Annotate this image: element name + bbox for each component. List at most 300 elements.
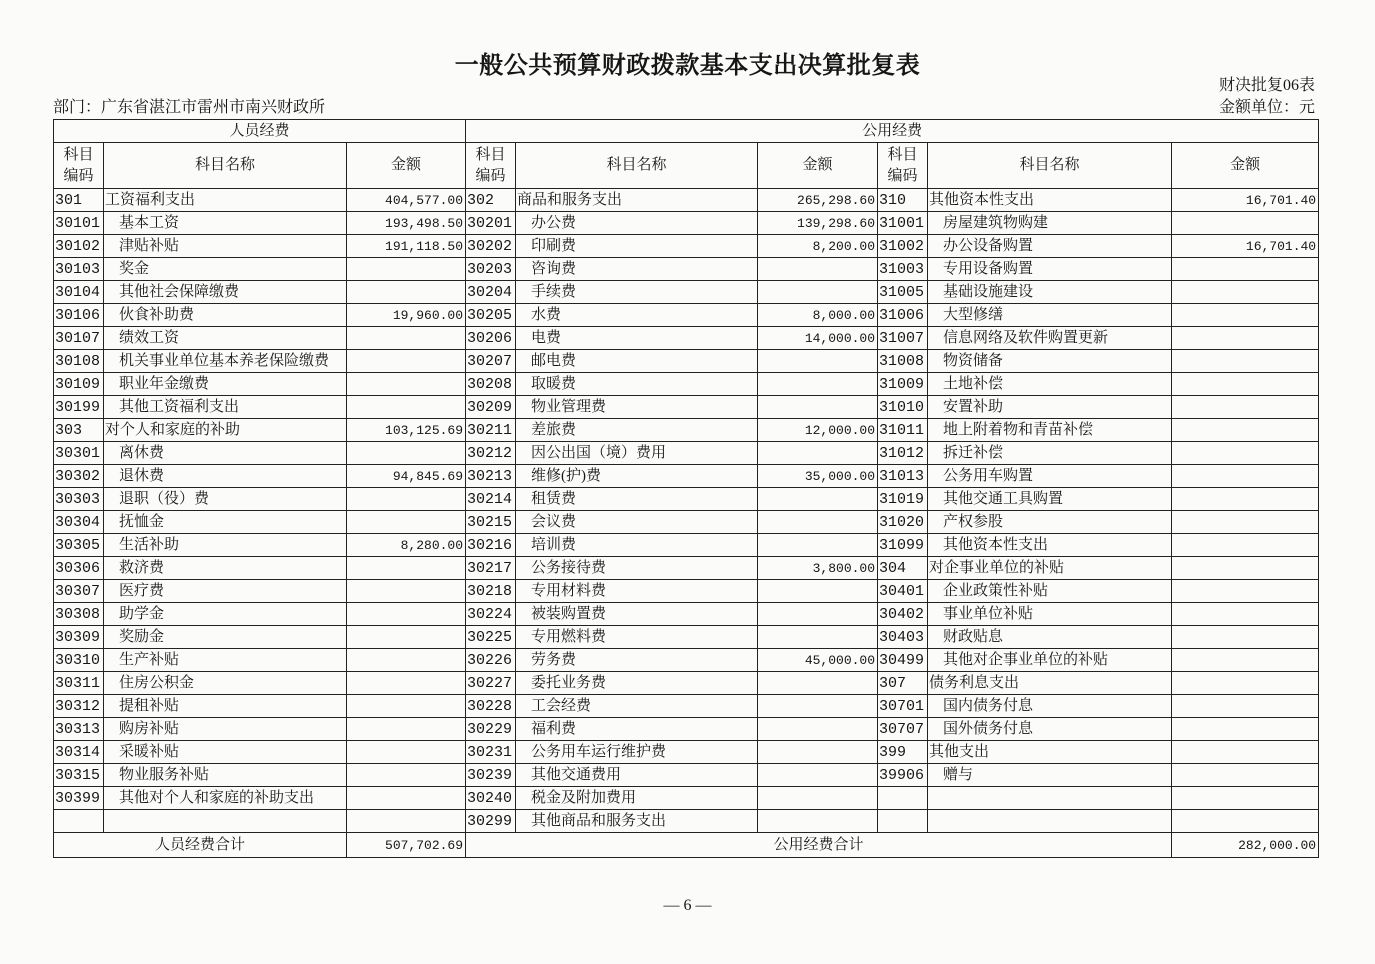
goods-amount-cell [758, 488, 878, 511]
capital-name-cell: 信息网络及软件购置更新 [928, 327, 1172, 350]
capital-name-cell: 基础设施建设 [928, 281, 1172, 304]
personnel-code-cell: 30303 [54, 488, 104, 511]
capital-amount-cell [1172, 534, 1319, 557]
personnel-total-label: 人员经费合计 [54, 833, 347, 858]
capital-code-cell [878, 810, 928, 833]
personnel-amount-cell: 19,960.00 [347, 304, 466, 327]
goods-code-cell: 30240 [466, 787, 516, 810]
capital-amount-cell [1172, 626, 1319, 649]
personnel-code-header: 科目 编码 [54, 143, 104, 189]
capital-amount-cell [1172, 695, 1319, 718]
table-row [54, 603, 1319, 626]
table-row [54, 511, 1319, 534]
capital-name-cell: 办公设备购置 [928, 235, 1172, 258]
group-header-row [54, 120, 1319, 143]
capital-code-cell: 31020 [878, 511, 928, 534]
personnel-code-cell: 30315 [54, 764, 104, 787]
personnel-code-cell: 30104 [54, 281, 104, 304]
goods-name-cell: 租赁费 [516, 488, 758, 511]
capital-amount-cell [1172, 304, 1319, 327]
personnel-name-cell: 购房补贴 [104, 718, 347, 741]
goods-amount-cell [758, 603, 878, 626]
goods-name-cell: 工会经费 [516, 695, 758, 718]
capital-code-cell: 30403 [878, 626, 928, 649]
capital-amount-cell [1172, 810, 1319, 833]
personnel-amount-cell [347, 626, 466, 649]
table-row [54, 189, 1319, 212]
table-row [54, 442, 1319, 465]
capital-amount-cell: 16,701.40 [1172, 235, 1319, 258]
personnel-code-cell: 30101 [54, 212, 104, 235]
goods-code-cell: 30229 [466, 718, 516, 741]
personnel-amount-cell [347, 787, 466, 810]
goods-name-cell: 差旅费 [516, 419, 758, 442]
capital-name-cell: 房屋建筑物购建 [928, 212, 1172, 235]
table-row [54, 465, 1319, 488]
personnel-code-cell: 30310 [54, 649, 104, 672]
personnel-name-cell: 退休费 [104, 465, 347, 488]
table-row [54, 787, 1319, 810]
table-row [54, 350, 1319, 373]
personnel-name-cell: 离休费 [104, 442, 347, 465]
goods-code-cell: 30202 [466, 235, 516, 258]
personnel-name-header: 科目名称 [104, 143, 347, 189]
personnel-name-cell: 提租补贴 [104, 695, 347, 718]
goods-code-cell: 30207 [466, 350, 516, 373]
capital-amount-cell [1172, 787, 1319, 810]
amount-unit-label: 金额单位：元 [1218, 99, 1315, 116]
table-row [54, 281, 1319, 304]
personnel-code-cell: 30109 [54, 373, 104, 396]
capital-name-cell: 大型修缮 [928, 304, 1172, 327]
personnel-code-cell: 30108 [54, 350, 104, 373]
personnel-code-cell: 30313 [54, 718, 104, 741]
capital-amount-cell [1172, 741, 1319, 764]
expenditure-table [53, 119, 1319, 858]
personnel-amount-header: 金额 [347, 143, 466, 189]
goods-code-cell: 30205 [466, 304, 516, 327]
capital-amount-cell [1172, 212, 1319, 235]
goods-name-cell: 被装购置费 [516, 603, 758, 626]
capital-code-cell: 31010 [878, 396, 928, 419]
goods-amount-cell [758, 350, 878, 373]
goods-amount-cell [758, 442, 878, 465]
goods-amount-cell [758, 787, 878, 810]
personnel-name-cell: 生活补助 [104, 534, 347, 557]
department-label: 部门：广东省湛江市雷州市南兴财政所 [53, 99, 326, 116]
table-row [54, 695, 1319, 718]
goods-name-cell: 水费 [516, 304, 758, 327]
personnel-total-amount: 507,702.69 [347, 833, 466, 858]
goods-amount-cell [758, 580, 878, 603]
goods-amount-cell: 8,000.00 [758, 304, 878, 327]
table-row [54, 304, 1319, 327]
table-row [54, 419, 1319, 442]
capital-code-cell: 31001 [878, 212, 928, 235]
personnel-amount-cell [347, 580, 466, 603]
capital-name-cell: 其他资本性支出 [928, 189, 1172, 212]
personnel-code-cell: 30312 [54, 695, 104, 718]
table-row [54, 235, 1319, 258]
capital-name-cell: 债务利息支出 [928, 672, 1172, 695]
goods-code-header: 科目 编码 [466, 143, 516, 189]
capital-code-cell: 31003 [878, 258, 928, 281]
goods-name-cell: 取暖费 [516, 373, 758, 396]
goods-amount-cell [758, 511, 878, 534]
table-row [54, 373, 1319, 396]
table-row [54, 626, 1319, 649]
goods-code-cell: 30239 [466, 764, 516, 787]
table-row [54, 741, 1319, 764]
personnel-name-cell: 奖励金 [104, 626, 347, 649]
table-row [54, 258, 1319, 281]
goods-amount-cell: 139,298.60 [758, 212, 878, 235]
goods-code-cell: 30214 [466, 488, 516, 511]
goods-amount-cell [758, 534, 878, 557]
capital-code-cell: 31008 [878, 350, 928, 373]
page-number: — 6 — [663, 897, 712, 914]
capital-name-cell: 公务用车购置 [928, 465, 1172, 488]
personnel-amount-cell: 103,125.69 [347, 419, 466, 442]
goods-code-cell: 30228 [466, 695, 516, 718]
personnel-code-cell: 30305 [54, 534, 104, 557]
capital-code-cell: 31099 [878, 534, 928, 557]
personnel-code-cell: 30106 [54, 304, 104, 327]
personnel-code-cell: 30306 [54, 557, 104, 580]
personnel-code-cell: 30102 [54, 235, 104, 258]
personnel-code-cell: 30307 [54, 580, 104, 603]
goods-code-cell: 30225 [466, 626, 516, 649]
personnel-amount-cell [347, 258, 466, 281]
capital-name-cell: 其他支出 [928, 741, 1172, 764]
personnel-name-cell: 对个人和家庭的补助 [104, 419, 347, 442]
capital-name-cell: 安置补助 [928, 396, 1172, 419]
personnel-name-cell: 其他对个人和家庭的补助支出 [104, 787, 347, 810]
capital-amount-cell [1172, 488, 1319, 511]
table-row [54, 327, 1319, 350]
goods-code-cell: 30216 [466, 534, 516, 557]
capital-name-cell: 土地补偿 [928, 373, 1172, 396]
personnel-name-cell: 伙食补助费 [104, 304, 347, 327]
capital-name-cell: 财政贴息 [928, 626, 1172, 649]
capital-name-cell: 物资储备 [928, 350, 1172, 373]
capital-amount-cell [1172, 718, 1319, 741]
capital-amount-cell: 16,701.40 [1172, 189, 1319, 212]
goods-amount-cell [758, 764, 878, 787]
table-row [54, 488, 1319, 511]
goods-name-header: 科目名称 [516, 143, 758, 189]
capital-amount-cell [1172, 465, 1319, 488]
personnel-amount-cell [347, 764, 466, 787]
capital-code-cell: 304 [878, 557, 928, 580]
goods-code-cell: 30201 [466, 212, 516, 235]
personnel-amount-cell [347, 281, 466, 304]
goods-amount-cell [758, 373, 878, 396]
personnel-name-cell: 物业服务补贴 [104, 764, 347, 787]
personnel-name-cell: 采暖补贴 [104, 741, 347, 764]
goods-code-cell: 30206 [466, 327, 516, 350]
goods-name-cell: 电费 [516, 327, 758, 350]
goods-name-cell: 培训费 [516, 534, 758, 557]
goods-name-cell: 公务接待费 [516, 557, 758, 580]
goods-name-cell: 商品和服务支出 [516, 189, 758, 212]
goods-name-cell: 咨询费 [516, 258, 758, 281]
capital-code-cell: 39906 [878, 764, 928, 787]
personnel-name-cell: 其他社会保障缴费 [104, 281, 347, 304]
capital-name-cell [928, 810, 1172, 833]
personnel-amount-cell: 404,577.00 [347, 189, 466, 212]
capital-code-cell: 307 [878, 672, 928, 695]
capital-amount-cell [1172, 672, 1319, 695]
personnel-code-cell: 30301 [54, 442, 104, 465]
capital-name-cell: 国内债务付息 [928, 695, 1172, 718]
goods-code-cell: 30299 [466, 810, 516, 833]
goods-name-cell: 印刷费 [516, 235, 758, 258]
public-total-label: 公用经费合计 [466, 833, 1172, 858]
personnel-code-cell: 30103 [54, 258, 104, 281]
capital-code-cell: 30402 [878, 603, 928, 626]
capital-amount-cell [1172, 649, 1319, 672]
goods-code-cell: 30209 [466, 396, 516, 419]
personnel-name-cell: 其他工资福利支出 [104, 396, 347, 419]
goods-amount-cell [758, 258, 878, 281]
capital-code-cell: 31012 [878, 442, 928, 465]
capital-amount-cell [1172, 419, 1319, 442]
personnel-name-cell: 职业年金缴费 [104, 373, 347, 396]
capital-amount-cell [1172, 258, 1319, 281]
goods-amount-cell: 8,200.00 [758, 235, 878, 258]
public-expense-header: 公用经费 [466, 120, 1319, 143]
capital-name-cell: 对企事业单位的补贴 [928, 557, 1172, 580]
capital-code-cell: 31005 [878, 281, 928, 304]
personnel-code-cell: 30107 [54, 327, 104, 350]
table-row [54, 212, 1319, 235]
table-body [54, 189, 1319, 833]
goods-code-cell: 30204 [466, 281, 516, 304]
capital-amount-cell [1172, 442, 1319, 465]
personnel-name-cell: 机关事业单位基本养老保险缴费 [104, 350, 347, 373]
goods-code-cell: 30215 [466, 511, 516, 534]
goods-amount-cell: 45,000.00 [758, 649, 878, 672]
capital-code-cell: 31006 [878, 304, 928, 327]
capital-name-cell: 国外债务付息 [928, 718, 1172, 741]
personnel-name-cell: 奖金 [104, 258, 347, 281]
goods-amount-cell [758, 718, 878, 741]
personnel-expense-header: 人员经费 [54, 120, 466, 143]
goods-name-cell: 劳务费 [516, 649, 758, 672]
capital-amount-cell [1172, 350, 1319, 373]
personnel-name-cell: 绩效工资 [104, 327, 347, 350]
capital-code-cell: 30707 [878, 718, 928, 741]
goods-name-cell: 其他交通费用 [516, 764, 758, 787]
personnel-amount-cell [347, 327, 466, 350]
personnel-code-cell: 30302 [54, 465, 104, 488]
goods-amount-header: 金额 [758, 143, 878, 189]
goods-amount-cell [758, 626, 878, 649]
capital-amount-cell [1172, 281, 1319, 304]
capital-amount-cell [1172, 396, 1319, 419]
personnel-amount-cell [347, 603, 466, 626]
document-title: 一般公共预算财政拨款基本支出决算批复表 [454, 53, 921, 79]
personnel-code-cell: 303 [54, 419, 104, 442]
capital-amount-cell [1172, 511, 1319, 534]
goods-code-cell: 30211 [466, 419, 516, 442]
goods-amount-cell [758, 396, 878, 419]
goods-code-cell: 302 [466, 189, 516, 212]
personnel-code-cell: 30199 [54, 396, 104, 419]
capital-code-cell: 31019 [878, 488, 928, 511]
capital-name-header: 科目名称 [928, 143, 1172, 189]
goods-name-cell: 邮电费 [516, 350, 758, 373]
goods-name-cell: 公务用车运行维护费 [516, 741, 758, 764]
goods-name-cell: 维修(护)费 [516, 465, 758, 488]
capital-name-cell: 专用设备购置 [928, 258, 1172, 281]
capital-code-cell: 31009 [878, 373, 928, 396]
goods-amount-cell [758, 695, 878, 718]
goods-name-cell: 福利费 [516, 718, 758, 741]
capital-name-cell: 其他交通工具购置 [928, 488, 1172, 511]
personnel-name-cell: 抚恤金 [104, 511, 347, 534]
personnel-name-cell: 生产补贴 [104, 649, 347, 672]
capital-code-cell: 399 [878, 741, 928, 764]
capital-code-cell: 30499 [878, 649, 928, 672]
personnel-amount-cell [347, 511, 466, 534]
goods-code-cell: 30224 [466, 603, 516, 626]
table-row [54, 649, 1319, 672]
goods-code-cell: 30203 [466, 258, 516, 281]
capital-code-header: 科目 编码 [878, 143, 928, 189]
form-number: 财决批复06表 [1218, 77, 1315, 94]
goods-name-cell: 专用材料费 [516, 580, 758, 603]
goods-name-cell: 委托业务费 [516, 672, 758, 695]
personnel-amount-cell [347, 741, 466, 764]
personnel-amount-cell [347, 718, 466, 741]
capital-amount-cell [1172, 327, 1319, 350]
personnel-amount-cell: 8,280.00 [347, 534, 466, 557]
capital-name-cell: 企业政策性补贴 [928, 580, 1172, 603]
capital-amount-cell [1172, 603, 1319, 626]
public-total-amount: 282,000.00 [1172, 833, 1319, 858]
goods-amount-cell [758, 281, 878, 304]
capital-amount-cell [1172, 764, 1319, 787]
goods-amount-cell: 3,800.00 [758, 557, 878, 580]
personnel-code-cell: 30311 [54, 672, 104, 695]
personnel-amount-cell: 193,498.50 [347, 212, 466, 235]
capital-name-cell: 产权参股 [928, 511, 1172, 534]
capital-code-cell [878, 787, 928, 810]
table-row [54, 557, 1319, 580]
goods-amount-cell: 35,000.00 [758, 465, 878, 488]
personnel-code-cell: 30309 [54, 626, 104, 649]
goods-name-cell: 会议费 [516, 511, 758, 534]
personnel-name-cell: 住房公积金 [104, 672, 347, 695]
capital-code-cell: 31011 [878, 419, 928, 442]
goods-code-cell: 30226 [466, 649, 516, 672]
table-row [54, 810, 1319, 833]
personnel-amount-cell [347, 649, 466, 672]
goods-code-cell: 30213 [466, 465, 516, 488]
total-row [54, 833, 1319, 858]
personnel-code-cell: 301 [54, 189, 104, 212]
capital-name-cell: 事业单位补贴 [928, 603, 1172, 626]
goods-amount-cell: 12,000.00 [758, 419, 878, 442]
goods-name-cell: 办公费 [516, 212, 758, 235]
personnel-code-cell: 30308 [54, 603, 104, 626]
personnel-amount-cell [347, 442, 466, 465]
personnel-amount-cell [347, 488, 466, 511]
personnel-name-cell: 医疗费 [104, 580, 347, 603]
capital-code-cell: 310 [878, 189, 928, 212]
capital-name-cell: 赠与 [928, 764, 1172, 787]
table-row [54, 764, 1319, 787]
table-row [54, 672, 1319, 695]
personnel-name-cell [104, 810, 347, 833]
goods-name-cell: 税金及附加费用 [516, 787, 758, 810]
capital-name-cell: 地上附着物和青苗补偿 [928, 419, 1172, 442]
capital-code-cell: 30401 [878, 580, 928, 603]
table-row [54, 396, 1319, 419]
capital-name-cell [928, 787, 1172, 810]
goods-amount-cell [758, 672, 878, 695]
table-row [54, 580, 1319, 603]
capital-amount-cell [1172, 373, 1319, 396]
personnel-amount-cell [347, 373, 466, 396]
personnel-code-cell: 30399 [54, 787, 104, 810]
personnel-name-cell: 退职（役）费 [104, 488, 347, 511]
capital-name-cell: 其他对企事业单位的补贴 [928, 649, 1172, 672]
capital-amount-cell [1172, 557, 1319, 580]
goods-amount-cell: 14,000.00 [758, 327, 878, 350]
personnel-amount-cell [347, 350, 466, 373]
table-row [54, 718, 1319, 741]
capital-name-cell: 拆迁补偿 [928, 442, 1172, 465]
goods-name-cell: 物业管理费 [516, 396, 758, 419]
capital-name-cell: 其他资本性支出 [928, 534, 1172, 557]
capital-code-cell: 31013 [878, 465, 928, 488]
capital-code-cell: 31002 [878, 235, 928, 258]
personnel-name-cell: 津贴补贴 [104, 235, 347, 258]
column-header-row [54, 143, 1319, 189]
personnel-amount-cell [347, 672, 466, 695]
capital-amount-header: 金额 [1172, 143, 1319, 189]
personnel-code-cell [54, 810, 104, 833]
goods-name-cell: 因公出国（境）费用 [516, 442, 758, 465]
goods-name-cell: 其他商品和服务支出 [516, 810, 758, 833]
personnel-name-cell: 工资福利支出 [104, 189, 347, 212]
capital-code-cell: 30701 [878, 695, 928, 718]
personnel-amount-cell [347, 810, 466, 833]
personnel-amount-cell [347, 557, 466, 580]
goods-code-cell: 30212 [466, 442, 516, 465]
personnel-code-cell: 30314 [54, 741, 104, 764]
personnel-amount-cell: 191,118.50 [347, 235, 466, 258]
personnel-code-cell: 30304 [54, 511, 104, 534]
goods-code-cell: 30208 [466, 373, 516, 396]
table-row [54, 534, 1319, 557]
personnel-name-cell: 助学金 [104, 603, 347, 626]
goods-code-cell: 30227 [466, 672, 516, 695]
goods-name-cell: 手续费 [516, 281, 758, 304]
goods-amount-cell: 265,298.60 [758, 189, 878, 212]
goods-code-cell: 30217 [466, 557, 516, 580]
goods-code-cell: 30231 [466, 741, 516, 764]
goods-code-cell: 30218 [466, 580, 516, 603]
personnel-amount-cell: 94,845.69 [347, 465, 466, 488]
capital-code-cell: 31007 [878, 327, 928, 350]
personnel-name-cell: 基本工资 [104, 212, 347, 235]
goods-amount-cell [758, 810, 878, 833]
personnel-name-cell: 救济费 [104, 557, 347, 580]
